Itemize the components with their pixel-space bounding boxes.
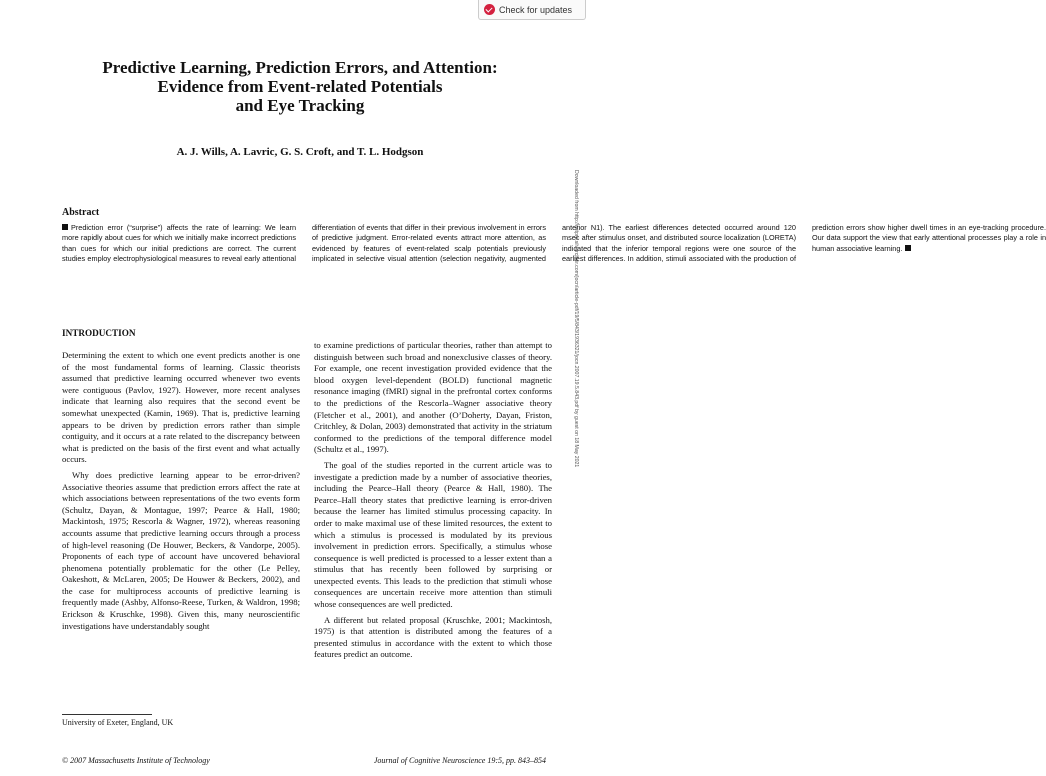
left-column: [62, 350, 300, 636]
right-column: [314, 340, 552, 665]
affiliation: University of Exeter, England, UK: [62, 718, 174, 727]
check-for-updates-label: Check for updates: [499, 4, 573, 15]
footnote-divider: [62, 714, 152, 715]
paragraph: The goal of the studies reported in the current article was to investigate a prediction made by a number of associative theories, including the Pearce–Hall theory (Pearce & Hall, 1980). The Pearce–Hall theory states that predictive learning is error-driven because the learner has limited stimulus processing capacity. In order to make maximal use of these limited resources, the extent to which a stimulus is processed is modulated by its previous involvement in prediction errors. Specifically, a stimulus whose consequence is well predicted is processed to a lesser extent than a stimulus that has recently been followed by surprising or unexpected events. This leads to the prediction that stimuli whose consequences are uncertain receive more attention than stimuli whose consequences are well predicted.: [314, 459, 552, 610]
journal-citation: Journal of Cognitive Neuroscience 19:5, pp. 843–854: [373, 756, 546, 765]
paragraph: A different but related proposal (Kruschke, 2001; Mackintosh, 1975) is that attention is distributed among the features of a presented stimulus in accordance with the extent to which those features predict an outcome.: [314, 614, 552, 660]
update-check-icon: [484, 4, 495, 15]
abstract-text: Prediction error (“surprise”) affects the rate of learning: We learn more rapidly about cues for which we initially make incorrect predictions than cues for which our initial predictions are correct. The current studies employ electrophysiological measures to reveal early attentional differentiation of events that differ in their previous involvement in errors of predictive judgment. Error-related events attract more attention, as evidenced by features of event-related scalp potentials previously implicated in selective visual attention (selection negativity, augmented anterior N1). The earliest differences detected occurred around 120 msec after stimulus onset, and distributed source localization (LORETA) indicated that the inferior temporal regions were one source of the earliest differences. In addition, stimuli associated with the production of prediction errors show higher dwell times in an eye-tracking procedure. Our data support the view that early attentional processes play a role in human associative learning.: [62, 223, 1046, 263]
paragraph: Determining the extent to which one event predicts another is one of the most fundamental forms of learning. Classic theorists assumed that predictive learning occurred whenever two events were contiguous (Pavlov, 1927). However, more recent analyses indicate that learning also requires that the second event be somewhat unexpected (Kamin, 1969). That is, predictive learning appears to be driven by prediction errors rather than simple contiguity, and it occurs at a rate related to the discrepancy between what is predicted on the basis of the first event and what actually occurs.: [62, 350, 300, 465]
author-list: A. J. Wills, A. Lavric, G. S. Croft, and T. L. Hodgson: [176, 146, 424, 158]
title-line-2: Evidence from Event-related Potentials: [157, 77, 443, 96]
abstract-heading: Abstract: [62, 207, 100, 218]
introduction-heading: INTRODUCTION: [62, 328, 136, 338]
copyright-line: © 2007 Massachusetts Institute of Technology: [62, 756, 210, 765]
abstract-body: [62, 223, 1046, 267]
title-line-3: and Eye Tracking: [235, 96, 365, 115]
end-square-icon: [905, 245, 911, 251]
check-for-updates-badge[interactable]: [478, 0, 586, 20]
start-square-icon: [62, 224, 68, 230]
article-title: [40, 58, 560, 115]
paragraph: Why does predictive learning appear to be error-driven? Associative theories assume that prediction errors affect the rate at which associations between representations of the two events form (Schultz, Dayan, & Montague, 1997; Pearce & Hall, 1980; Mackintosh, 1975; Rescorla & Wagner, 1972), whereas reasoning accounts assume that predictive learning occurs through a process of high-level reasoning (De Houwer, Beckers, & Vandorpe, 2005). Proponents of each type of account have uncovered behavioral phenomena potentially problematic for the other (Le Pelley, Oakeshott, & McLaren, 2005; De Houwer & Beckers, 2002), and the case for multiprocess accounts of predictive learning is frequently made (Ashby, Alfonso-Reese, Turken, & Waldron, 1998; Erickson & Kruschke, 1998). Given this, many neuroscientific investigations have understandably sought: [62, 469, 300, 631]
title-line-1: Predictive Learning, Prediction Errors, and Attention:: [102, 58, 498, 77]
paragraph: to examine predictions of particular theories, rather than attempt to distinguish between such broad and nonexclusive classes of theory. For example, one recent investigation provided evidence that the blood oxygen level-dependent (BOLD) functional magnetic resonance imaging (fMRI) signal in the prefrontal cortex conforms to the predictions of the Rescorla–Wagner associative theory (Fletcher et al., 2001), and another (O’Doherty, Dayan, Friston, Critchley, & Dolan, 2003) demonstrated that activity in the striatum conformed to the predictions of the temporal difference model (Schultz et al., 1997).: [314, 340, 552, 455]
download-watermark: Downloaded from http://mitprc.silverchair.com/jocn/article-pdf/19/5/843/1936321/jocn.2007.19.5.843.pdf by guest on 18 May 2021: [573, 170, 579, 468]
